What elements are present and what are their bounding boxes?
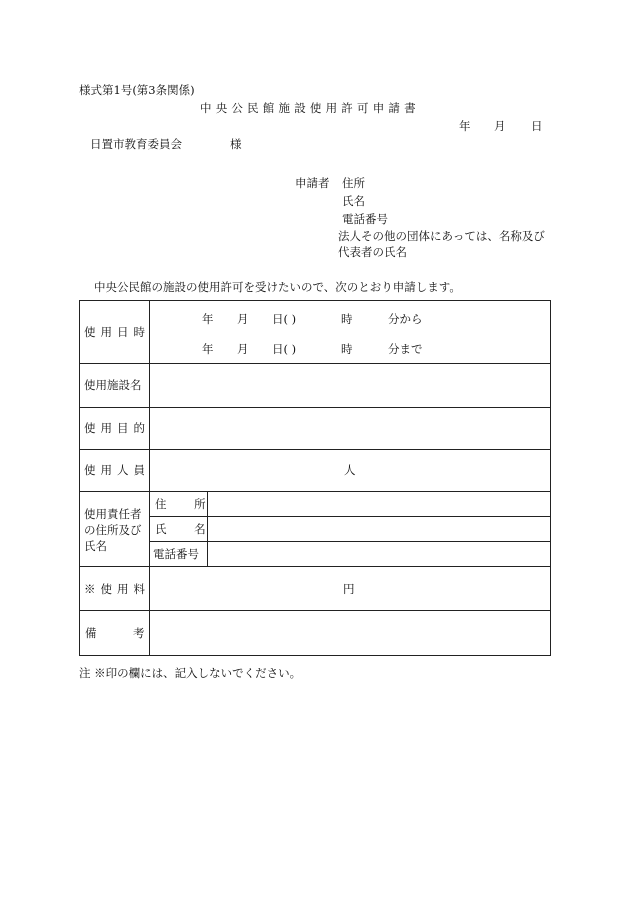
end-minute-to-label: 分まで — [388, 342, 423, 356]
end-hour-label: 時 — [341, 342, 353, 356]
addressee-suffix: 様 — [230, 137, 242, 151]
date-month-label: 月 — [494, 119, 506, 133]
fee-label: ※使用料 — [84, 582, 150, 596]
responsible-name-label: 氏 名 — [155, 522, 218, 536]
responsible-label-line2: の住所及び — [84, 523, 142, 537]
start-minute-from-label: 分から — [388, 312, 423, 326]
purpose-field[interactable] — [152, 410, 548, 446]
responsible-address-label: 住 所 — [155, 497, 218, 511]
date-day-label: 日 — [531, 119, 543, 133]
responsible-label-line3: 氏名 — [84, 539, 107, 553]
responsible-phone-label: 電話番号 — [153, 547, 199, 561]
remarks-label-char2: 考 — [133, 626, 145, 640]
purpose-label: 使用目的 — [84, 421, 150, 435]
end-day-label: 日( ) — [272, 342, 297, 356]
document-title: 中央公民館施設使用許可申請書 — [200, 101, 420, 115]
start-hour-label: 時 — [341, 312, 353, 326]
people-count-label: 使用人員 — [84, 463, 150, 477]
facility-label: 使用施設名 — [84, 378, 142, 392]
addressee: 日置市教育委員会 — [90, 137, 182, 151]
start-year-label: 年 — [202, 312, 214, 326]
remarks-label-char1: 備 — [85, 626, 97, 640]
date-year-label: 年 — [459, 119, 471, 133]
applicant-address-label: 住所 — [342, 176, 365, 190]
start-month-label: 月 — [237, 312, 249, 326]
responsible-label-line1: 使用責任者 — [84, 507, 142, 521]
fee-unit: 円 — [343, 582, 355, 596]
end-year-label: 年 — [202, 342, 214, 356]
applicant-name-label: 氏名 — [342, 194, 365, 208]
usage-datetime-label: 使用日時 — [84, 325, 150, 339]
end-month-label: 月 — [237, 342, 249, 356]
facility-field[interactable] — [152, 366, 548, 404]
footnote: 注 ※印の欄には、記入しないでください。 — [79, 666, 302, 680]
applicant-corp-note-line1: 法人その他の団体にあっては、名称及び — [338, 229, 545, 243]
start-day-label: 日( ) — [272, 312, 297, 326]
applicant-corp-note-line2: 代表者の氏名 — [338, 245, 407, 259]
form-number: 様式第1号(第3条関係) — [79, 83, 195, 97]
applicant-phone-label: 電話番号 — [342, 212, 388, 226]
intro-text: 中央公民館の施設の使用許可を受けたいので、次のとおり申請します。 — [94, 280, 461, 294]
applicant-label: 申請者 — [295, 176, 330, 190]
people-unit: 人 — [344, 463, 356, 477]
